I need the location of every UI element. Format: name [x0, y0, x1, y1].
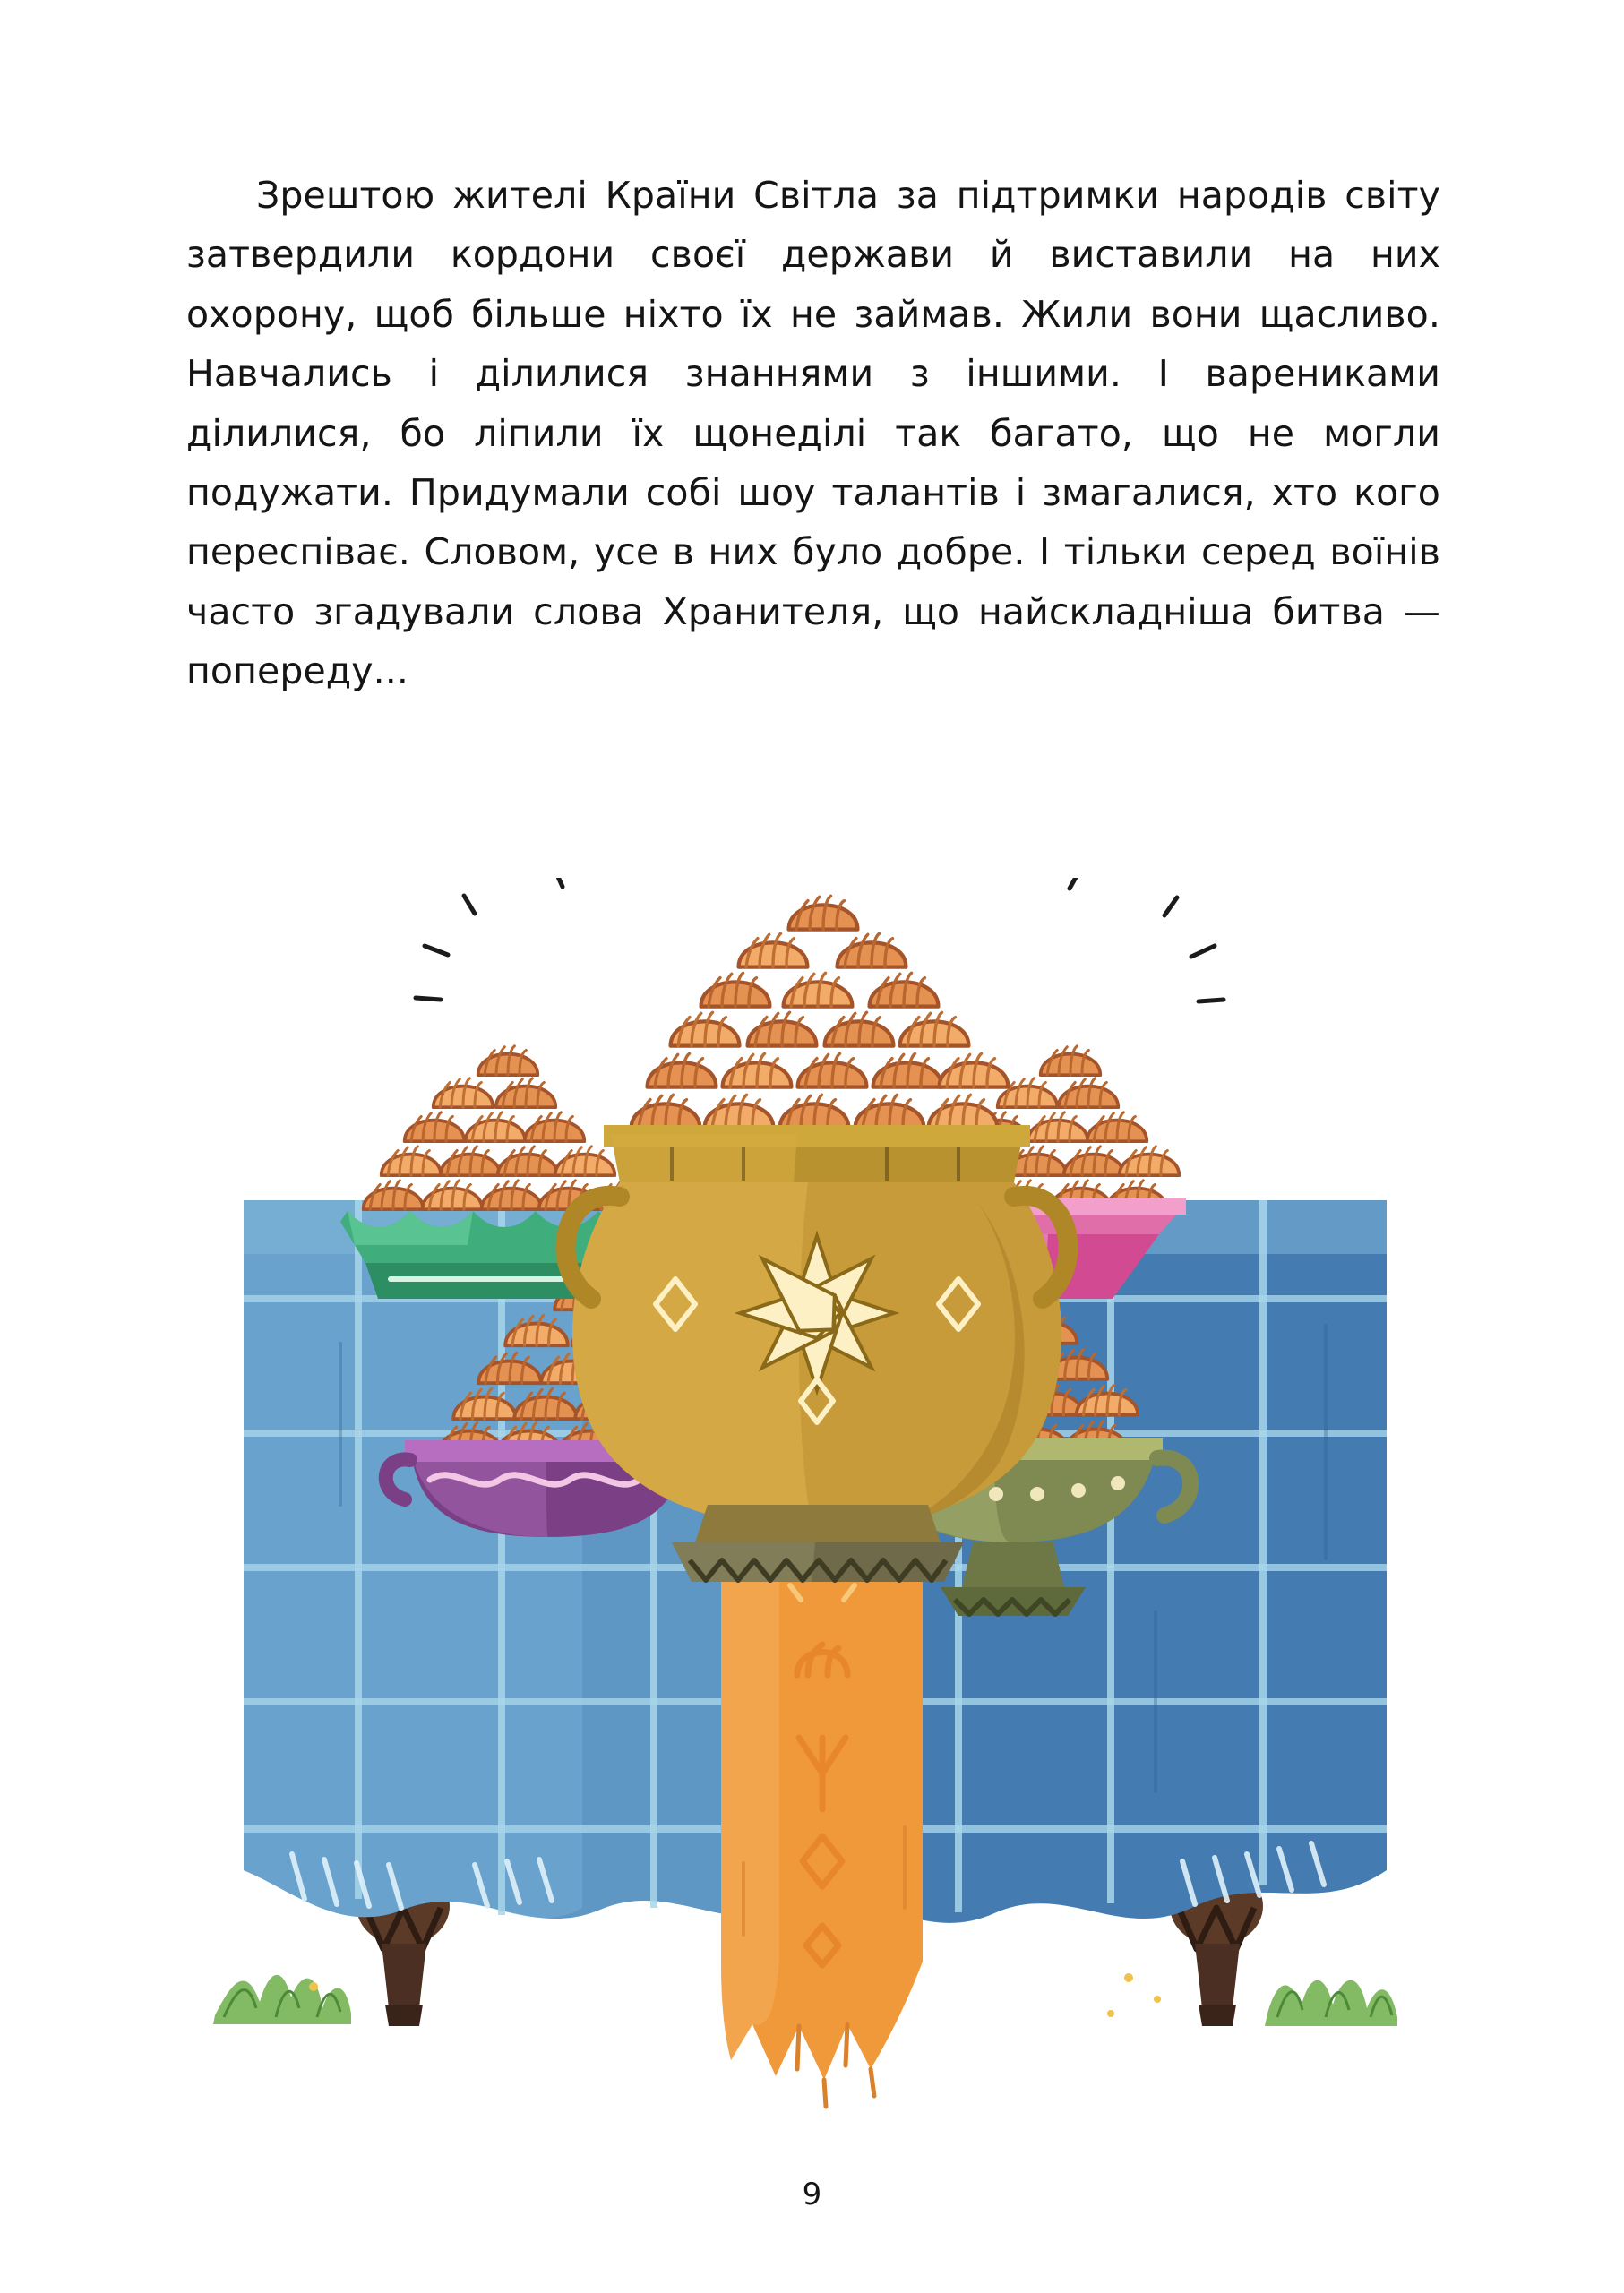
jug-star-motif [740, 1236, 894, 1390]
grass-right [1265, 1980, 1397, 2026]
illustration-table-with-varenyky [206, 878, 1424, 2114]
grass-left [213, 1975, 351, 2024]
varenyky-mound-jug [632, 896, 1009, 1128]
paragraph-main: Зрештою жителі Країни Світла за підтримки народів світу затвердили кордони своєї держави й виставили на них охорону, щоб більше ніхто їх не займав. Жили вони щасливо. Навчались і ділилися знаннями з іншими. І варениками ділилися, бо ліпили їх щонеділі так багато, що не могли подужати. Придумали собі шоу талантів і змагалися, хто кого переспіває. Словом, усе в них було добре. І тільки серед воїнів часто згадували слова Хранителя, що найскладніша битва — попереду... [186, 174, 1440, 693]
page-number: 9 [802, 2177, 822, 2212]
body-text-block [186, 166, 1440, 701]
